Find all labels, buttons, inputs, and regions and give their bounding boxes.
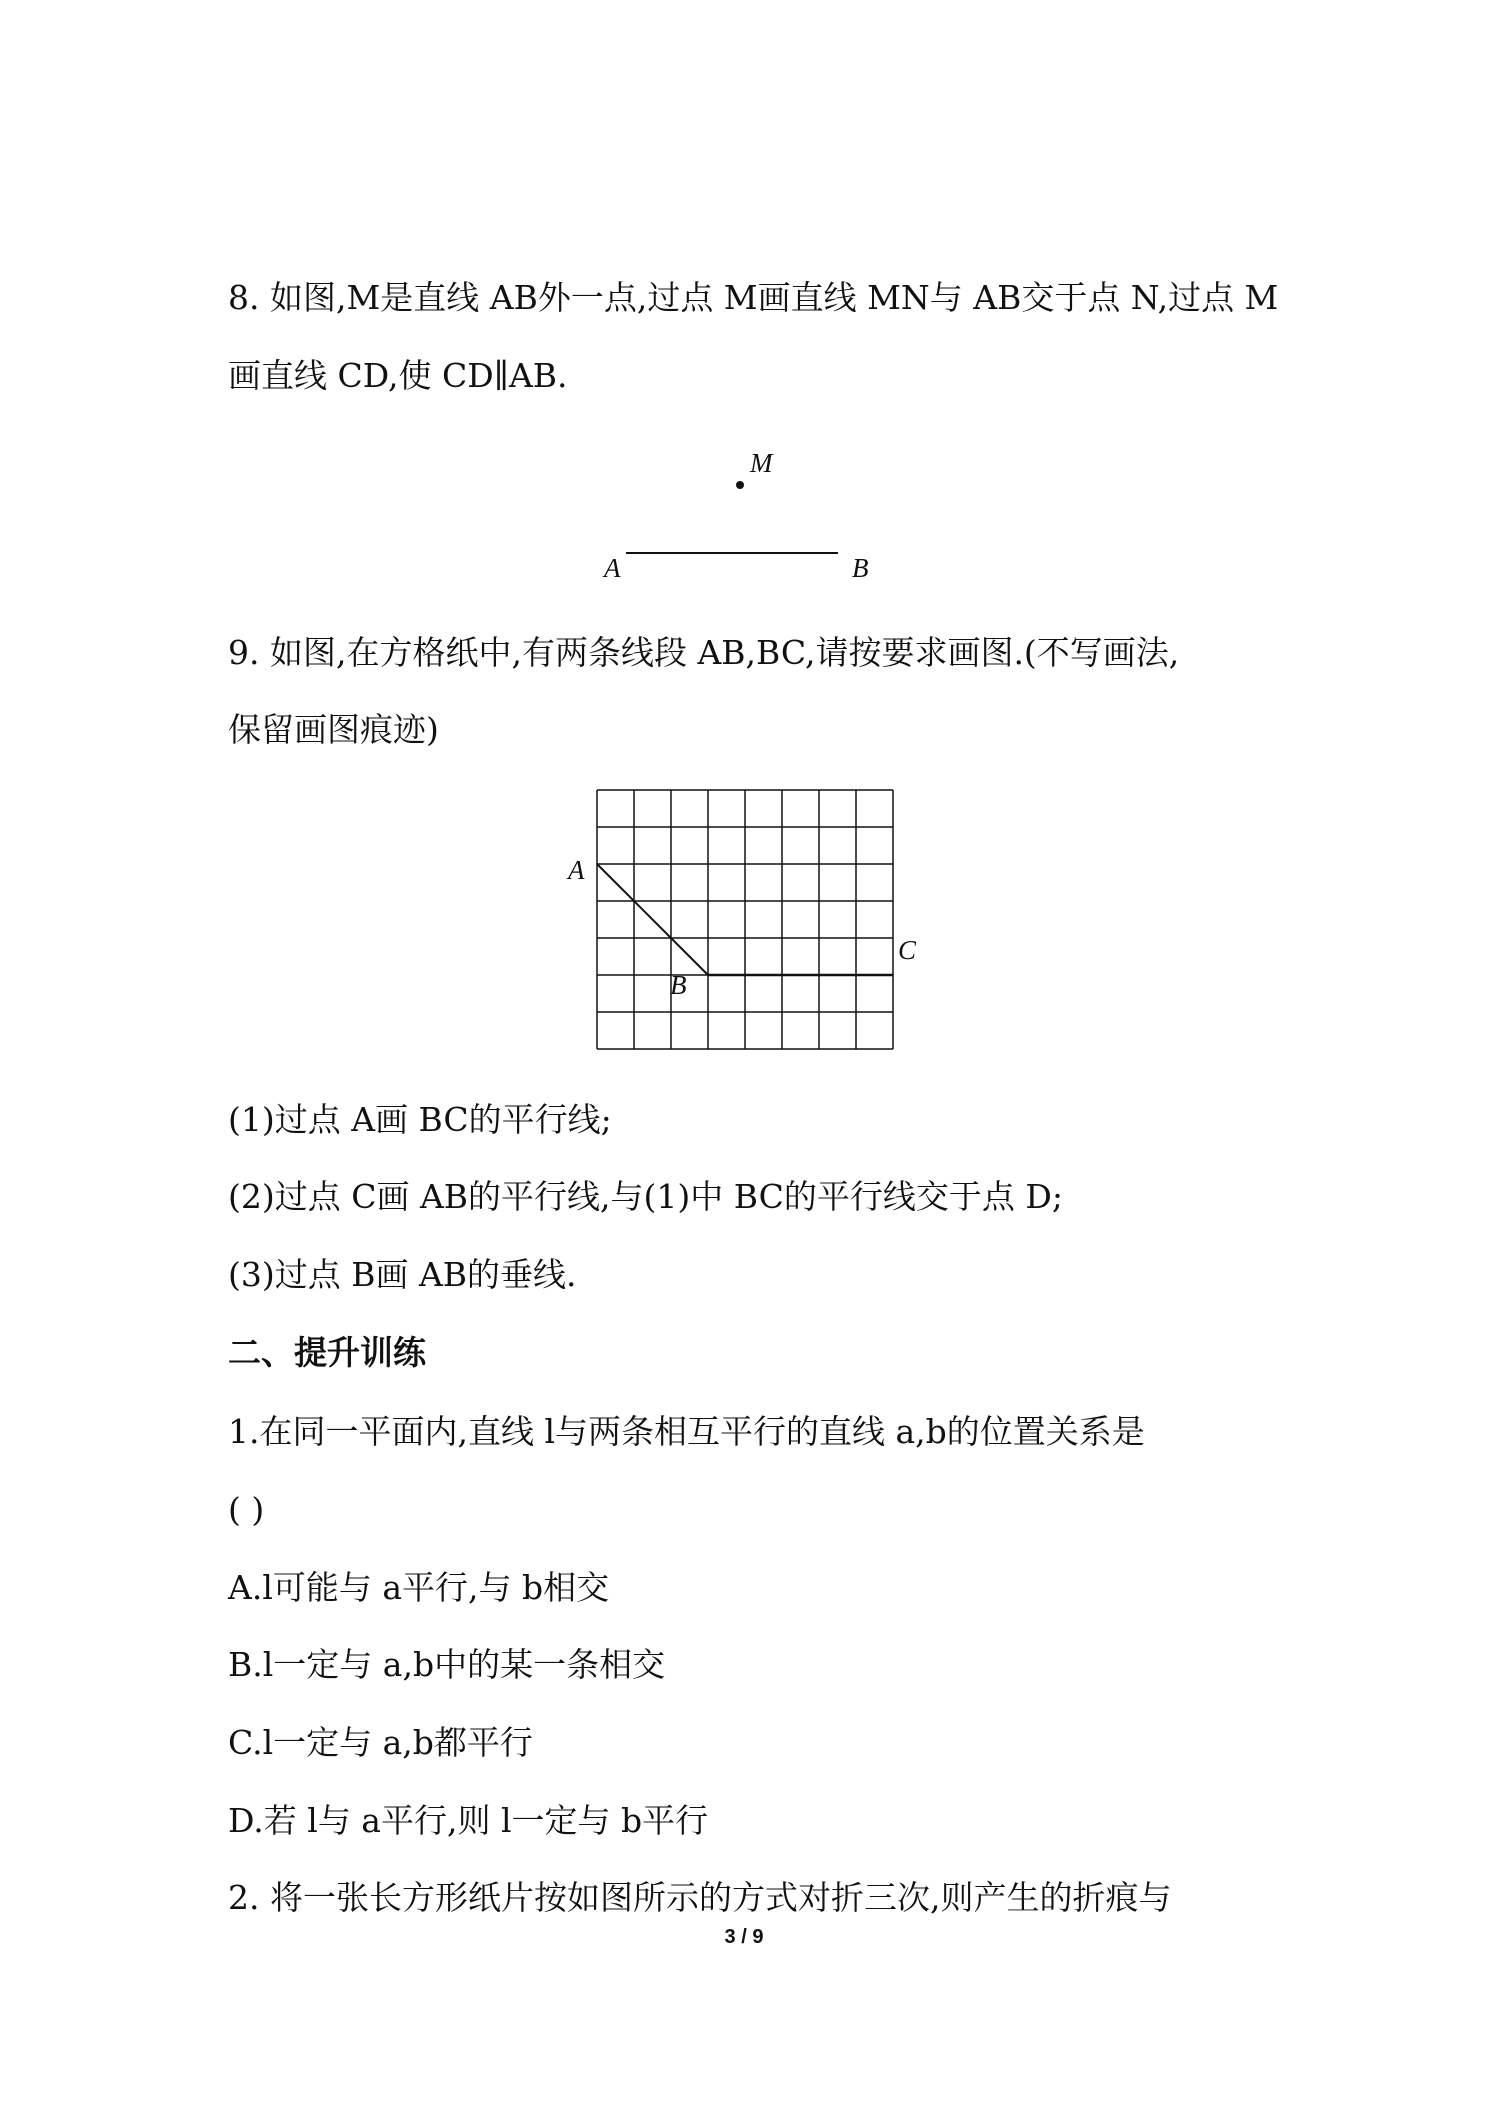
q9-grid-figure (560, 780, 940, 1050)
p1-option-d: D.若 l与 a平行,则 l一定与 b平行 (228, 1801, 709, 1840)
label-a: A (604, 553, 621, 583)
p2-text-line1: 2. 将一张长方形纸片按如图所示的方式对折三次,则产生的折痕与 (228, 1878, 1172, 1917)
p1-stem-line1: 1.在同一平面内,直线 l与两条相互平行的直线 a,b的位置关系是 (228, 1412, 1145, 1451)
q9-sub3: (3)过点 B画 AB的垂线. (228, 1255, 577, 1294)
q9-sub2: (2)过点 C画 AB的平行线,与(1)中 BC的平行线交于点 D; (228, 1177, 1063, 1216)
section-title: 二、提升训练 (228, 1333, 426, 1372)
q8-text-line2: 画直线 CD,使 CD∥AB. (228, 356, 568, 395)
q8-text-line1: 8. 如图,M是直线 AB外一点,过点 M画直线 MN与 AB交于点 N,过点 M (228, 278, 1279, 317)
p1-stem-line2: ( ) (228, 1490, 265, 1529)
label-b: B (852, 553, 869, 583)
q9-text-line1: 9. 如图,在方格纸中,有两条线段 AB,BC,请按要求画图.(不写画法, (228, 633, 1180, 672)
grid-label-c: C (898, 935, 917, 965)
p1-option-a: A.l可能与 a平行,与 b相交 (228, 1568, 610, 1607)
q8-figure (590, 440, 910, 590)
grid-label-b: B (670, 970, 687, 1000)
q9-grid-svg (560, 780, 940, 1050)
page-number: 3 / 9 (724, 1926, 764, 1948)
label-m: M (750, 448, 773, 478)
segment-ab (597, 864, 708, 975)
grid-label-a: A (568, 855, 585, 885)
point-m-dot (736, 481, 744, 489)
q9-text-line2: 保留画图痕迹) (228, 710, 439, 749)
q9-sub1: (1)过点 A画 BC的平行线; (228, 1100, 612, 1139)
p1-option-c: C.l一定与 a,b都平行 (228, 1723, 533, 1762)
p1-option-b: B.l一定与 a,b中的某一条相交 (228, 1645, 666, 1684)
